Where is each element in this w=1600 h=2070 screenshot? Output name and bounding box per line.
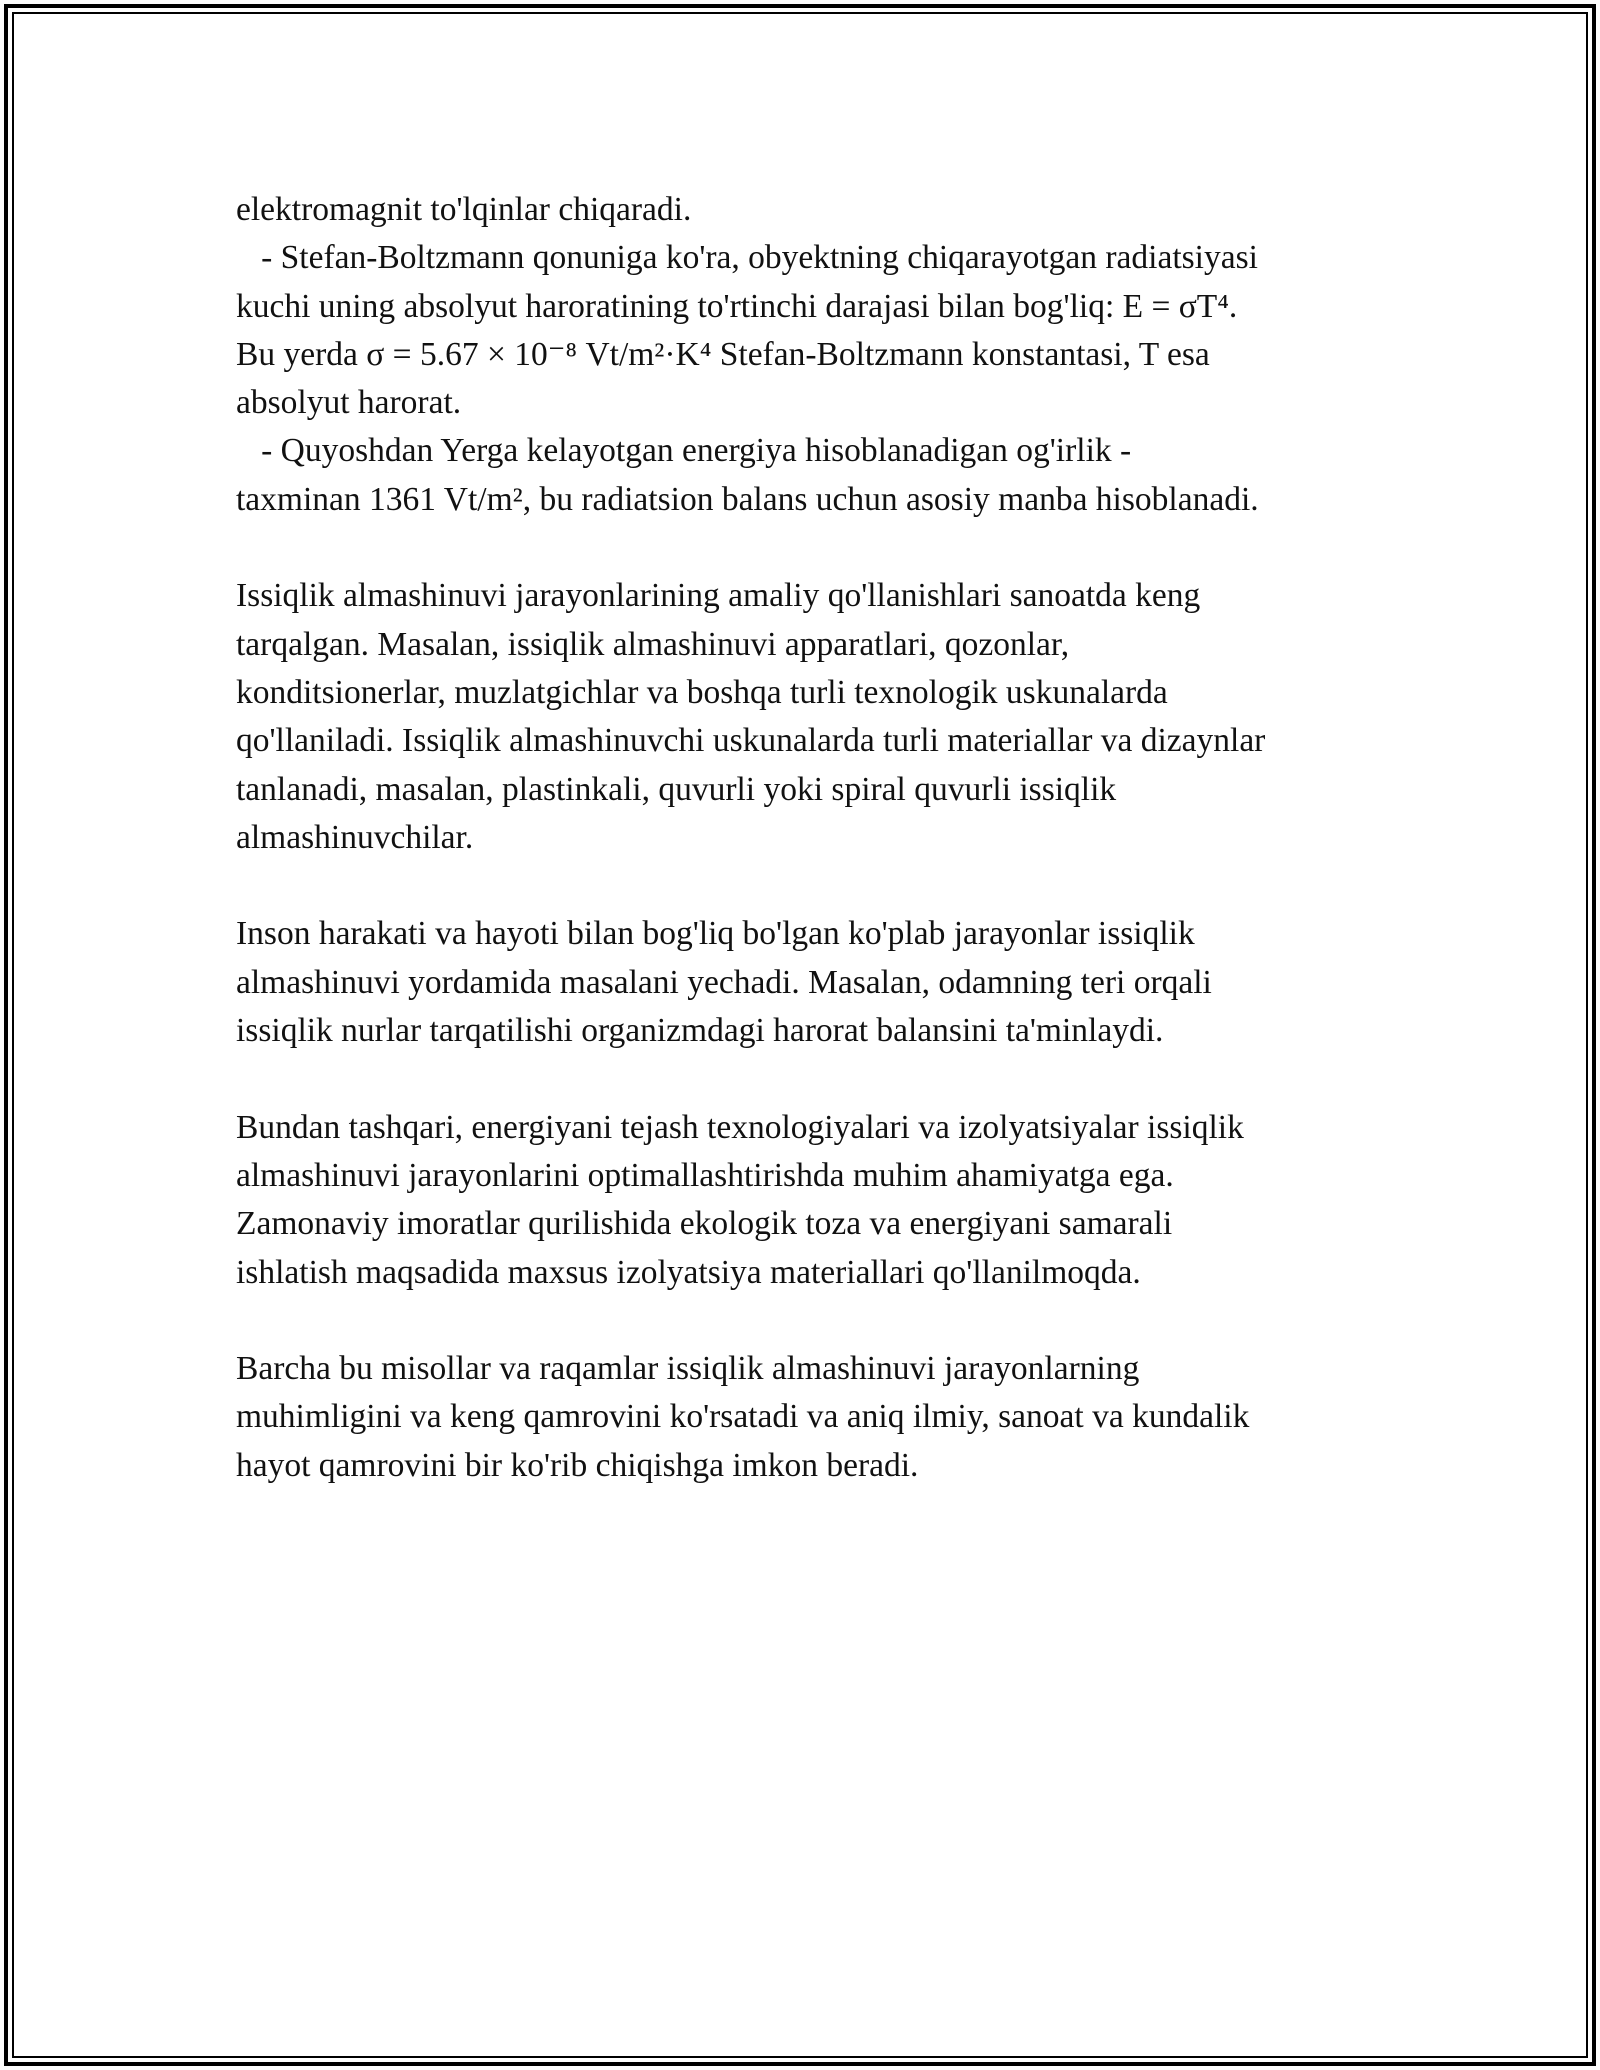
text-line: Inson harakati va hayoti bilan bog'liq bo'lgan ko'plab jarayonlar issiqlik xyxy=(236,915,1195,953)
document-body xyxy=(236,186,1376,1538)
text-line: issiqlik nurlar tarqatilishi organizmdagi harorat balansini ta'minlaydi. xyxy=(236,1012,1164,1050)
text-line: Barcha bu misollar va raqamlar issiqlik almashinuvi jarayonlarning xyxy=(236,1350,1140,1388)
text-line: qo'llaniladi. Issiqlik almashinuvchi uskunalarda turli materiallar va dizaynlar xyxy=(236,722,1266,760)
text-line: Issiqlik almashinuvi jarayonlarining amaliy qo'llanishlari sanoatda keng xyxy=(236,577,1201,615)
text-line: - Stefan-Boltzmann qonuniga ko'ra, obyektning chiqarayotgan radiatsiyasi xyxy=(236,239,1258,277)
text-line: Bundan tashqari, energiyani tejash texnologiyalari va izolyatsiyalar issiqlik xyxy=(236,1108,1244,1146)
text-line: almashinuvi yordamida masalani yechadi. Masalan, odamning teri orqali xyxy=(236,963,1212,1001)
text-line: ishlatish maqsadida maxsus izolyatsiya materiallari qo'llanilmoqda. xyxy=(236,1253,1141,1291)
text-line: elektromagnit to'lqinlar chiqaradi. xyxy=(236,191,692,228)
text-line: hayot qamrovini bir ko'rib chiqishga imkon beradi. xyxy=(236,1446,919,1484)
text-line: absolyut harorat. xyxy=(236,384,462,422)
text-line: kuchi uning absolyut haroratining to'rtinchi darajasi bilan bog'liq: E = σT⁴. xyxy=(236,287,1238,325)
paragraph-industrial-applications xyxy=(236,572,1376,862)
text-line: Bu yerda σ = 5.67 × 10⁻⁸ Vt/m²·K⁴ Stefan-Boltzmann konstantasi, T esa xyxy=(236,335,1210,373)
text-line: taxminan 1361 Vt/m², bu radiatsion balans uchun asosiy manba hisoblanadi. xyxy=(236,480,1259,518)
text-line: - Quyoshdan Yerga kelayotgan energiya hisoblanadigan og'irlik - xyxy=(236,432,1132,470)
paragraph-radiation xyxy=(236,186,1376,524)
text-line: tarqalgan. Masalan, issiqlik almashinuvi apparatlari, qozonlar, xyxy=(236,625,1070,663)
text-line: konditsionerlar, muzlatgichlar va boshqa turli texnologik uskunalarda xyxy=(236,673,1168,711)
paragraph-conclusion xyxy=(236,1345,1376,1490)
paragraph-energy-saving xyxy=(236,1104,1376,1297)
text-line: muhimligini va keng qamrovini ko'rsatadi va aniq ilmiy, sanoat va kundalik xyxy=(236,1398,1250,1436)
text-line: Zamonaviy imoratlar qurilishida ekologik toza va energiyani samarali xyxy=(236,1205,1173,1243)
text-line: almashinuvi jarayonlarini optimallashtirishda muhim ahamiyatga ega. xyxy=(236,1156,1174,1194)
paragraph-human-life xyxy=(236,910,1376,1055)
text-line: almashinuvchilar. xyxy=(236,818,474,856)
text-line: tanlanadi, masalan, plastinkali, quvurli yoki spiral quvurli issiqlik xyxy=(236,770,1117,808)
